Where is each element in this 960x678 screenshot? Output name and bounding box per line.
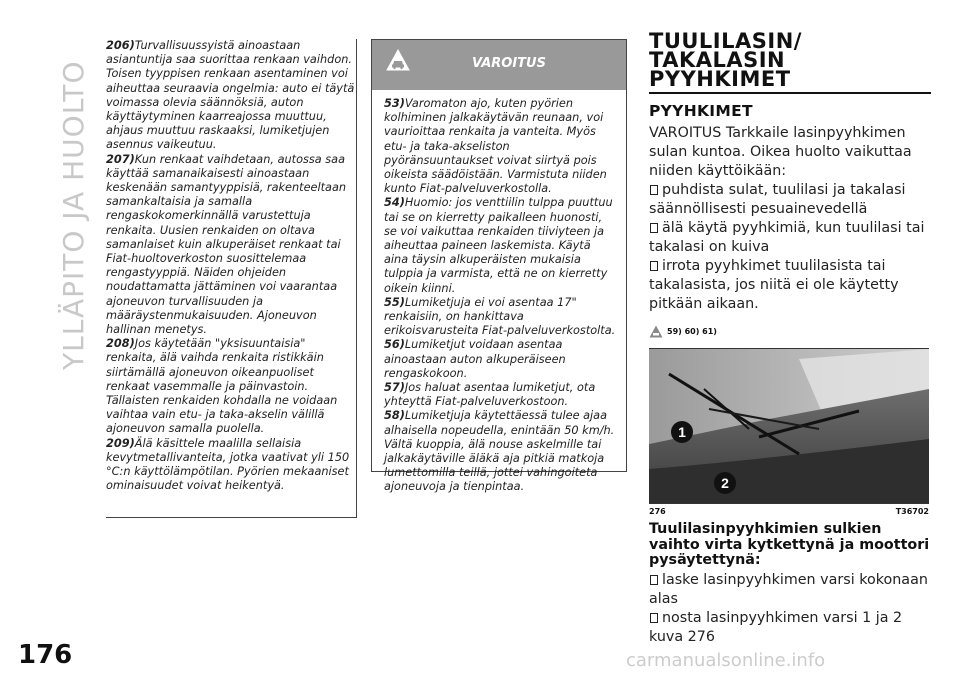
warning-box [371,39,627,494]
bullet-square-icon [650,185,658,195]
section-title-line: PYYHKIMET [649,67,791,91]
note-number: 57) [384,381,405,395]
note-number: 53) [384,97,405,110]
wiper-illustration [649,349,929,503]
note-text: Jos käytetään "yksisuuntaisia" renkaita, älä vaihda renkaita ristikkäin siirtämällä ajoneuvon oikeanpuoliset renkaat vasemmalle ja päinvastoin. Tällaisten renkaiden kohdalla ne voidaan vaihtaa vain etu- ja taka-akselin välillä ajoneuvon samalla puolella. [106,337,338,436]
bullet-item [649,219,931,257]
note-206 [106,39,356,153]
section-title-line: TAKALASIN [649,48,786,72]
bullet-item [649,609,931,647]
car-warning-icon [649,325,663,338]
tire-notes-column [106,39,357,518]
figure-number: 276 [649,507,666,516]
note-number: 55) [384,295,405,309]
intro-paragraph: VAROITUS Tarkkaile lasinpyyhkimen sulan kuntoa. Oikea huolto vaikuttaa niiden käyttöikään: [649,125,912,179]
note-207 [106,153,356,338]
warning-note-54 [384,196,618,295]
note-number: 207) [106,152,135,166]
warning-note-53 [384,97,618,196]
callout-2-label: 2 [721,475,729,491]
warning-note-55 [384,296,618,339]
bullet-text: nosta lasinpyyhkimen varsi 1 ja 2 kuva 276 [649,609,903,645]
section-title [649,29,931,91]
note-text: Turvallisuussyistä ainoastaan asiantuntija saa suorittaa renkaan vaihdon. Toisen tyyppisen renkaan asentaminen voi aiheuttaa seuraavia ongelmia: auto ei täytä voimassa olevia säännöksiä, auton käyttäytyminen kaarreajossa muuttuu, ahjaus muuttuu raskaaksi, lumiketjujen asennus vaikeutuu. [106,39,355,152]
note-number: 56) [384,338,405,352]
note-text: Kun renkaat vaihdetaan, autossa saa käyttää samanaikaisesti ainoastaan keskenään samantyyppisiä, rakenteeltaan samankaltaisia ja samalla rengaskokomerkinnällä varustettuja renkaita. Uusien renkaiden on oltava samanlaiset kuin alkuperäiset renkaat tai Fiat-huoltoverkoston suosittelemaa rengastyyppiä. Näiden ohjeiden noudattamatta jättäminen voi vaarantaa ajoneuvon turvallisuuden ja määräystenmukaisuuden. Ajoneuvon hallinan menetys. [106,152,347,337]
note-number: 58) [384,409,405,423]
figure-caption [649,507,929,516]
title-rule [649,92,931,94]
note-number: 54) [384,196,405,210]
bullet-square-icon [650,223,658,233]
wipers-column [649,29,931,647]
warning-references [649,322,931,340]
note-number: 206) [106,39,135,52]
warning-note-58 [384,409,618,494]
note-text: Lumiketjut voidaan asentaa ainoastaan auton alkuperäiseen rengaskokoon. [384,338,566,380]
warning-header [372,40,626,90]
wiper-figure [649,348,929,504]
reference-numbers: 59) 60) 61) [667,326,717,336]
section-side-title: YLLÄPITO JA HUOLTO [57,60,90,370]
section-title-line: TUULILASIN/ [649,29,802,53]
note-text: Huomio: jos venttiilin tulppa puuttuu tai se on kierretty paikalleen huonosti, se voi vaikuttaa renkaiden tiiviyteen ja aiheuttaa paineen laskemista. Käytä aina täysin alkuperäisten mukaisia tulppia ja varmista, että ne on kierretty oikein kiinni. [384,196,613,295]
note-text: Lumiketjuja ei voi asentaa 17" renkaisiin, on hankittava erikoisvarusteita Fiat-palveluverkostolta. [384,295,616,338]
note-number: 208) [106,337,135,351]
figure-code: T36702 [895,507,929,516]
note-text: Lumiketjuja käytettäessä tulee ajaa alhaisella nopeudella, enintään 50 km/h. Vältä kuoppia, älä nouse askelmille tai jalkakäytäville äläkä aja pitkiä matkoja lumettomilla teillä, jottei vahingoiteta ajoneuvoja ja tienpintaa. [384,409,615,494]
bullet-item [649,257,931,314]
note-209 [106,437,356,494]
bullet-square-icon [650,613,658,623]
bullet-text: älä käytä pyyhkimiä, kun tuulilasi tai takalasi on kuiva [649,220,925,255]
bullet-square-icon [650,261,658,271]
subsection-title: PYYHKIMET [649,102,753,120]
procedure-heading: Tuulilasinpyyhkimien sulkien vaihto virta kytkettynä ja moottori pysäytettynä: [649,521,930,568]
note-text: Älä käsittele maalilla sellaisia kevytmetallivanteita, jotka vaativat yli 150 °C:n käyttölämpötilan. Pyörien mekaaniset ominaisuudet voivat heikentyä. [106,436,350,493]
warning-note-57 [384,381,618,409]
warning-note-56 [384,338,618,381]
note-number: 209) [106,436,135,450]
note-208 [106,337,356,436]
bullet-text: irrota pyyhkimet tuulilasista tai takalasista, jos niitä ei ole käytetty pitkään aikaan. [649,258,899,312]
warning-body [372,90,626,495]
bullet-text: puhdista sulat, tuulilasi ja takalasi säännöllisesti pesuainevedellä [649,182,906,217]
page-number: 176 [18,640,73,670]
warning-title: VAROITUS [472,56,546,71]
watermark: carmanualsonline.info [626,650,826,671]
bullet-item [649,571,931,609]
bullet-text: laske lasinpyyhkimen varsi kokonaan alas [649,571,928,607]
note-text: Varomaton ajo, kuten pyörien kolhiminen jalkakäytävän reunaan, voi vaurioittaa renkaita ja vanteita. Myös etu- ja taka-akseliston pyöränsuuntaukset voivat siirtyä pois oikeista säädöistään. Varmistuta niiden kunto Fiat-palveluverkostolla. [384,97,607,196]
bullet-item [649,181,931,219]
note-text: Jos haluat asentaa lumiketjut, ota yhteyttä Fiat-palveluverkostoon. [384,381,596,409]
bullet-square-icon [650,575,658,585]
callout-1-label: 1 [678,424,686,440]
